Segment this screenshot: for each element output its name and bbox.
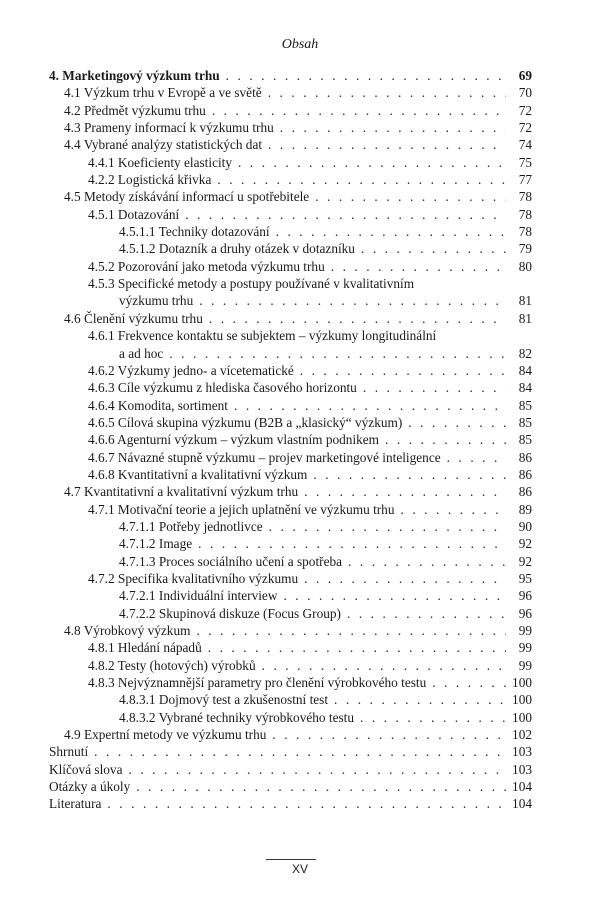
toc-entry-title: 4.5.3 Specifické metody a postupy používané v kvalitativním — [88, 276, 415, 292]
dot-leader — [334, 691, 506, 708]
toc-entry-title: 4.7.1.3 Proces sociálního učení a spotřeba — [119, 553, 343, 569]
toc-page-number: 72 — [518, 102, 532, 118]
toc-entry-title-continued: výzkumu trhu — [119, 293, 194, 309]
toc-page-number: 102 — [512, 727, 532, 743]
toc-page-number: 100 — [512, 709, 532, 725]
toc-entry-title: 4.5.1.1 Techniky dotazování — [119, 224, 270, 240]
toc-page-number: 103 — [512, 744, 532, 760]
toc-entry — [49, 154, 532, 171]
toc-entry-title: 4.5.1 Dotazování — [88, 206, 180, 222]
dot-leader — [268, 136, 506, 153]
dot-leader — [199, 292, 506, 309]
toc-page-number: 100 — [512, 692, 532, 708]
toc-entry — [49, 483, 532, 500]
dot-leader — [217, 171, 506, 188]
toc-entry-title: 4.6.3 Cíle výzkumu z hlediska časového horizontu — [88, 380, 357, 396]
dot-leader — [262, 657, 506, 674]
toc-entry-title: 4.7.1.2 Image — [119, 536, 193, 552]
dot-leader — [238, 154, 506, 171]
toc-entry — [49, 466, 532, 483]
toc-entry — [49, 310, 532, 327]
toc-entry-title: 4.7 Kvantitativní a kvalitativní výzkum trhu — [64, 484, 299, 500]
toc-entry — [49, 743, 532, 760]
dot-leader — [408, 414, 506, 431]
toc-page-number: 96 — [518, 605, 532, 621]
toc-page-number: 78 — [518, 224, 532, 240]
toc-entry-title: 4.6.7 Návazné stupně výzkumu – projev marketingové inteligence — [88, 449, 441, 465]
toc-page-number: 92 — [518, 536, 532, 552]
toc-page-number: 70 — [518, 85, 532, 101]
toc-entry-title: 4.5.2 Pozorování jako metoda výzkumu trhu — [88, 258, 325, 274]
toc-entry — [49, 449, 532, 466]
toc-entry — [49, 136, 532, 153]
toc-entry-title: 4.5 Metody získávání informací u spotřebitele — [64, 189, 310, 205]
toc-entry-title: Otázky a úkoly — [49, 779, 131, 795]
toc-entry — [49, 223, 532, 240]
toc-page-number: 90 — [518, 518, 532, 534]
toc-entry-title: 4.8.2 Testy (hotových) výrobků — [88, 657, 256, 673]
toc-entry-title: 4.9 Expertní metody ve výzkumu trhu — [64, 727, 267, 743]
toc-entry-title: 4.6.6 Agenturní výzkum – výzkum vlastním podnikem — [88, 432, 380, 448]
toc-entry — [49, 570, 532, 587]
toc-entry-title: 4.6 Členění výzkumu trhu — [64, 310, 203, 326]
dot-leader — [269, 518, 506, 535]
toc-entry — [49, 362, 532, 379]
toc-entry — [49, 206, 532, 223]
toc-entry-title: 4.6.5 Cílová skupina výzkumu (B2B a „klasický“ výzkum) — [88, 414, 403, 430]
toc-entry-title: 4.3 Prameny informací k výzkumu trhu — [64, 120, 274, 136]
toc-entry-title: Shrnutí — [49, 744, 89, 760]
dot-leader — [280, 119, 506, 136]
toc-entry-title: 4.7.2 Specifika kvalitativního výzkumu — [88, 570, 299, 586]
toc-entry — [49, 691, 532, 708]
toc-page-number: 104 — [512, 796, 532, 812]
dot-leader — [360, 709, 506, 726]
dot-leader — [363, 379, 506, 396]
toc-page-number: 84 — [518, 380, 532, 396]
toc-page-number: 86 — [518, 484, 532, 500]
toc-entry-title: 4.8.1 Hledání nápadů — [88, 640, 202, 656]
dot-leader — [107, 795, 506, 812]
toc-entry — [49, 553, 532, 570]
toc-entry — [49, 84, 532, 101]
toc-page-number: 85 — [518, 432, 532, 448]
toc-entry — [49, 397, 532, 414]
toc-page-number: 74 — [518, 137, 532, 153]
toc-entry-title-continued: a ad hoc — [119, 345, 164, 361]
dot-leader — [94, 743, 506, 760]
dot-leader — [313, 466, 506, 483]
toc-page-number: 99 — [518, 657, 532, 673]
toc-page-number: 72 — [518, 120, 532, 136]
toc-entry — [49, 379, 532, 396]
dot-leader — [169, 345, 506, 362]
dot-leader — [212, 102, 506, 119]
toc-page-number: 99 — [518, 640, 532, 656]
toc-entry-title: 4.8.3.2 Vybrané techniky výrobkového testu — [119, 709, 354, 725]
toc-page-number: 86 — [518, 449, 532, 465]
toc-entry-title: Literatura — [49, 796, 102, 812]
dot-leader — [304, 570, 506, 587]
toc-entry — [49, 275, 532, 310]
toc-page-number: 99 — [518, 623, 532, 638]
dot-leader — [272, 726, 506, 743]
dot-leader — [208, 639, 506, 656]
dot-leader — [385, 431, 506, 448]
toc-page-number: 96 — [518, 588, 532, 604]
toc-entry — [49, 327, 532, 362]
toc-page-number: 86 — [518, 466, 532, 482]
toc-entry — [49, 587, 532, 604]
dot-leader — [400, 501, 506, 518]
dot-leader — [331, 258, 506, 275]
toc-entry — [49, 535, 532, 552]
dot-leader — [209, 310, 506, 327]
toc-entry-title: 4.7.1.1 Potřeby jednotlivce — [119, 518, 263, 534]
toc-page-number: 103 — [512, 761, 532, 777]
toc-entry-title: 4.2 Předmět výzkumu trhu — [64, 102, 206, 118]
toc-entry — [49, 119, 532, 136]
toc-entry-title: 4.8 Výrobkový výzkum — [64, 623, 191, 638]
toc-page-number: 85 — [518, 397, 532, 413]
toc-entry-title: 4.4 Vybrané analýzy statistických dat — [64, 137, 263, 153]
dot-leader — [234, 397, 506, 414]
toc-page-number: 81 — [518, 293, 532, 309]
dot-leader — [300, 362, 506, 379]
toc-page-number: 92 — [518, 553, 532, 569]
dot-leader — [432, 674, 506, 691]
toc-page-number: 85 — [518, 414, 532, 430]
toc-entry — [49, 674, 532, 691]
toc-entry — [49, 778, 532, 795]
toc-entry — [49, 67, 532, 84]
toc-page-number: 82 — [518, 345, 532, 361]
toc-entry-title: 4.6.8 Kvantitativní a kvalitativní výzkum — [88, 466, 308, 482]
dot-leader — [268, 84, 506, 101]
toc-entry — [49, 657, 532, 674]
toc-page-number: 80 — [518, 258, 532, 274]
dot-leader — [196, 622, 506, 639]
dot-leader — [347, 605, 506, 622]
dot-leader — [348, 553, 506, 570]
toc-page-number: 78 — [518, 189, 532, 205]
footer-rule — [266, 859, 316, 860]
toc-page-number: 81 — [518, 310, 532, 326]
toc-page-number: 89 — [518, 501, 532, 517]
toc-page-number: 75 — [518, 154, 532, 170]
toc-entry — [49, 414, 532, 431]
toc-entry — [49, 188, 532, 205]
dot-leader — [185, 206, 506, 223]
toc-entry — [49, 605, 532, 622]
toc-entry-title: Klíčová slova — [49, 761, 123, 777]
toc-entry — [49, 761, 532, 778]
toc-page-number: 77 — [518, 172, 532, 188]
toc-entry — [49, 171, 532, 188]
toc-entry — [49, 518, 532, 535]
toc-entry-title: 4.7.2.2 Skupinová diskuze (Focus Group) — [119, 605, 341, 621]
toc-entry-title: 4.7.1 Motivační teorie a jejich uplatnění ve výzkumu trhu — [88, 501, 395, 517]
toc-entry — [49, 431, 532, 448]
toc-entry-title: 4.4.1 Koeficienty elasticity — [88, 154, 233, 170]
dot-leader — [136, 778, 506, 795]
dot-leader — [315, 188, 506, 205]
toc-entry — [49, 726, 532, 743]
toc-entry — [49, 622, 532, 639]
toc-entry-title: 4.6.2 Výzkumy jedno- a vícetematické — [88, 362, 294, 378]
toc-entry-title: 4.1 Výzkum trhu v Evropě a ve světě — [64, 85, 262, 101]
toc-page-number: 69 — [518, 68, 532, 83]
toc-entry — [49, 258, 532, 275]
toc-page-number: 95 — [518, 570, 532, 586]
dot-leader — [304, 483, 506, 500]
toc-page-number: 104 — [512, 779, 532, 795]
toc-page-number: 84 — [518, 362, 532, 378]
footer-page-number: XV — [291, 862, 308, 876]
table-of-contents — [49, 67, 532, 813]
toc-entry — [49, 501, 532, 518]
toc-entry-title: 4.2.2 Logistická křivka — [88, 172, 212, 188]
running-header: Obsah — [281, 37, 319, 52]
dot-leader — [128, 761, 506, 778]
toc-entry — [49, 102, 532, 119]
toc-entry — [49, 240, 532, 257]
dot-leader — [361, 240, 506, 257]
toc-entry-title: 4.8.3 Nejvýznamnější parametry pro členění výrobkového testu — [88, 675, 427, 691]
toc-entry-title: 4.5.1.2 Dotazník a druhy otázek v dotazníku — [119, 241, 355, 257]
dot-leader — [198, 535, 506, 552]
toc-entry-title: 4. Marketingový výzkum trhu — [49, 68, 220, 83]
toc-entry-title: 4.6.1 Frekvence kontaktu se subjektem – výzkumy longitudinální — [88, 328, 437, 344]
toc-entry — [49, 639, 532, 656]
dot-leader — [447, 449, 506, 466]
toc-entry — [49, 795, 532, 812]
toc-entry-title: 4.8.3.1 Dojmový test a zkušenostní test — [119, 692, 329, 708]
toc-entry-title: 4.7.2.1 Individuální interview — [119, 588, 278, 604]
toc-page-number: 78 — [518, 206, 532, 222]
dot-leader — [276, 223, 506, 240]
toc-page-number: 100 — [512, 675, 532, 691]
toc-page-number: 79 — [518, 241, 532, 257]
toc-entry — [49, 709, 532, 726]
dot-leader — [283, 587, 506, 604]
toc-entry-title: 4.6.4 Komodita, sortiment — [88, 397, 228, 413]
dot-leader — [226, 67, 506, 84]
